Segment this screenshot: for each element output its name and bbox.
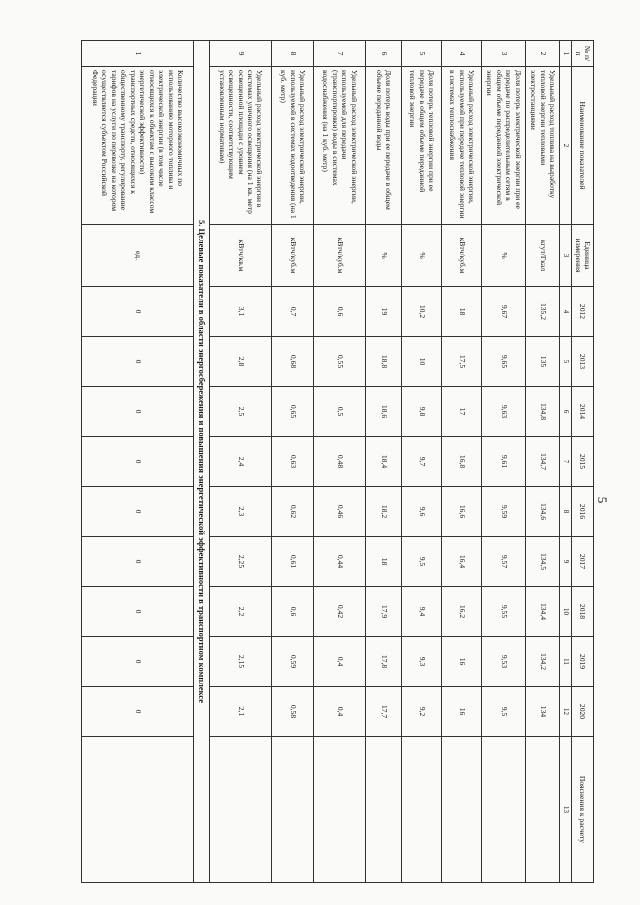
year-value: 9,63: [482, 387, 526, 437]
table-row: [366, 41, 402, 883]
table-row: [272, 41, 314, 883]
year-value: 0,68: [272, 337, 314, 387]
year-value: 0,5: [314, 387, 366, 437]
table-row: [210, 41, 272, 883]
explanation-cell: [526, 737, 560, 883]
year-value: 9,53: [482, 637, 526, 687]
table-row: [314, 41, 366, 883]
indicator-name: Удельный расход электрической энергии в системах уличного освещения (на 1 кв. метр освещенной площади с уровнем освещенности, соответствующим установленным нормативам): [210, 67, 272, 225]
year-value: 9,59: [482, 487, 526, 537]
year-value: 0: [82, 587, 194, 637]
indicators-table: [81, 40, 594, 883]
column-number-row: [560, 41, 572, 883]
year-value: 9,3: [402, 637, 442, 687]
year-value: 0,48: [314, 437, 366, 487]
indicator-unit: кВтч/куб.м: [272, 225, 314, 287]
rotated-content: [30, 40, 608, 882]
column-number: 8: [560, 487, 572, 537]
table-row: [442, 41, 482, 883]
header-year: 2016: [572, 487, 594, 537]
year-value: 0,4: [314, 637, 366, 687]
year-value: 2,5: [210, 387, 272, 437]
year-value: 18,2: [366, 487, 402, 537]
year-value: 9,8: [402, 387, 442, 437]
year-value: 0,42: [314, 587, 366, 637]
column-number: 11: [560, 637, 572, 687]
row-number: 4: [442, 41, 482, 67]
indicator-unit: %: [482, 225, 526, 287]
row-number: 2: [526, 41, 560, 67]
column-number: 4: [560, 287, 572, 337]
header-year: 2015: [572, 437, 594, 487]
column-number: 6: [560, 387, 572, 437]
year-value: 3,1: [210, 287, 272, 337]
year-value: 9,5: [402, 537, 442, 587]
year-value: 18,8: [366, 337, 402, 387]
column-number: 9: [560, 537, 572, 587]
year-value: 9,5: [482, 687, 526, 737]
year-value: 2,4: [210, 437, 272, 487]
indicator-unit: %: [402, 225, 442, 287]
year-value: 0: [82, 387, 194, 437]
header-unit: Единица измерения: [572, 225, 594, 287]
year-value: 9,4: [402, 587, 442, 637]
indicator-name: Удельный расход электрической энергии, используемой для передачи (транспортировки) воды в системах водоснабжения (на 1 куб. метр): [314, 67, 366, 225]
year-value: 18,4: [366, 437, 402, 487]
year-value: 0,7: [272, 287, 314, 337]
year-value: 134,7: [526, 437, 560, 487]
year-value: 2,3: [210, 487, 272, 537]
year-value: 17,7: [366, 687, 402, 737]
header-explain: Пояснения к расчету: [572, 737, 594, 883]
year-value: 0: [82, 537, 194, 587]
indicator-name: Удельный расход электрической энергии, используемой при передаче тепловой энергии в системах теплоснабжения: [442, 67, 482, 225]
section-title-row: [194, 41, 210, 883]
year-value: 0,55: [314, 337, 366, 387]
year-value: 9,67: [482, 287, 526, 337]
year-value: 18: [366, 537, 402, 587]
indicator-name: Удельный расход электрической энергии, используемой в системах водоотведения (на 1 куб. метр): [272, 67, 314, 225]
row-number: 7: [314, 41, 366, 67]
year-value: 0,59: [272, 637, 314, 687]
explanation-cell: [442, 737, 482, 883]
year-value: 0,58: [272, 687, 314, 737]
year-value: 9,65: [482, 337, 526, 387]
year-value: 0,6: [314, 287, 366, 337]
year-value: 0,44: [314, 537, 366, 587]
indicator-unit: %: [366, 225, 402, 287]
column-number: 3: [560, 225, 572, 287]
year-value: 2,1: [210, 687, 272, 737]
header-name: Наименование показателей: [572, 67, 594, 225]
year-value: 9,2: [402, 687, 442, 737]
explanation-cell: [272, 737, 314, 883]
year-value: 2,8: [210, 337, 272, 387]
year-value: 17,8: [366, 637, 402, 687]
header-year: 2013: [572, 337, 594, 387]
explanation-cell: [366, 737, 402, 883]
year-value: 134,2: [526, 637, 560, 687]
indicator-name: Доля потерь тепловой энергии при ее передаче в общем объеме переданной тепловой энергии: [402, 67, 442, 225]
year-value: 10: [402, 337, 442, 387]
explanation-cell: [402, 737, 442, 883]
table-row: [82, 41, 194, 883]
year-value: 9,61: [482, 437, 526, 487]
explanation-cell: [314, 737, 366, 883]
row-number: 6: [366, 41, 402, 67]
row-number: 1: [82, 41, 194, 67]
column-number: 2: [560, 67, 572, 225]
row-number: 5: [402, 41, 442, 67]
year-value: 134: [526, 687, 560, 737]
year-value: 9,55: [482, 587, 526, 637]
row-number: 8: [272, 41, 314, 67]
year-value: 17,5: [442, 337, 482, 387]
explanation-cell: [82, 737, 194, 883]
year-value: 9,6: [402, 487, 442, 537]
year-value: 16,6: [442, 487, 482, 537]
year-value: 18: [442, 287, 482, 337]
year-value: 0,65: [272, 387, 314, 437]
header-year: 2014: [572, 387, 594, 437]
indicator-name: Удельный расход топлива на выработку тепловой энергии тепловыми электростанциями: [526, 67, 560, 225]
year-value: 0,63: [272, 437, 314, 487]
year-value: 10,2: [402, 287, 442, 337]
column-number: 10: [560, 587, 572, 637]
header-row-1: [572, 41, 594, 883]
year-value: 134,6: [526, 487, 560, 537]
year-value: 9,7: [402, 437, 442, 487]
year-value: 16: [442, 637, 482, 687]
indicator-unit: кВтч/кв.м: [210, 225, 272, 287]
year-value: 18,6: [366, 387, 402, 437]
header-year: 2020: [572, 687, 594, 737]
indicator-name: Доля потерь электрической энергии при ее передаче по распределительным сетям в общем объеме переданной электрической энергии: [482, 67, 526, 225]
year-value: 17,9: [366, 587, 402, 637]
explanation-cell: [210, 737, 272, 883]
column-number: 1: [560, 41, 572, 67]
year-value: 0: [82, 487, 194, 537]
year-value: 2,25: [210, 537, 272, 587]
column-number: 7: [560, 437, 572, 487]
indicator-name: Количество высокоэкономичных по использованию моторного топлива и электрической энергии (в том числе относящихся к объектам с высоким классом энергетической эффективности) транспортных средств, относящихся к общественному транспорту, регулирование тарифов на услуги по перевозке на котором осуществляется субъектом Российской Федерации: [82, 67, 194, 225]
year-value: 19: [366, 287, 402, 337]
header-year: 2019: [572, 637, 594, 687]
year-value: 135,2: [526, 287, 560, 337]
row-number: 9: [210, 41, 272, 67]
year-value: 135: [526, 337, 560, 387]
year-value: 0,6: [272, 587, 314, 637]
indicator-unit: ед.: [82, 225, 194, 287]
table-row: [482, 41, 526, 883]
indicator-unit: кВтч/куб.м: [442, 225, 482, 287]
column-number: 13: [560, 737, 572, 883]
year-value: 0: [82, 637, 194, 687]
year-value: 16,8: [442, 437, 482, 487]
year-value: 134,4: [526, 587, 560, 637]
explanation-cell: [482, 737, 526, 883]
year-value: 0,62: [272, 487, 314, 537]
column-number: 12: [560, 687, 572, 737]
year-value: 2,2: [210, 587, 272, 637]
year-value: 0,4: [314, 687, 366, 737]
indicator-unit: кВтч/куб.м: [314, 225, 366, 287]
year-value: 16,2: [442, 587, 482, 637]
year-value: 0: [82, 687, 194, 737]
header-year: 2018: [572, 587, 594, 637]
header-num: № п/п: [572, 41, 594, 67]
header-year: 2012: [572, 287, 594, 337]
table-row: [402, 41, 442, 883]
year-value: 0,61: [272, 537, 314, 587]
year-value: 0,46: [314, 487, 366, 537]
year-value: 0: [82, 287, 194, 337]
indicator-name: Доля потерь воды при ее передаче в общем объеме переданной воды: [366, 67, 402, 225]
page-number: 5: [595, 496, 610, 504]
year-value: 16,4: [442, 537, 482, 587]
year-value: 0: [82, 337, 194, 387]
column-number: 5: [560, 337, 572, 387]
year-value: 134,8: [526, 387, 560, 437]
year-value: 17: [442, 387, 482, 437]
section-title: 5. Целевые показатели в области энергосбережения и повышения энергетической эффективности в транспортном комплексе: [194, 41, 210, 883]
year-value: 16: [442, 687, 482, 737]
year-value: 9,57: [482, 537, 526, 587]
year-value: 2,15: [210, 637, 272, 687]
header-year: 2017: [572, 537, 594, 587]
year-value: 134,5: [526, 537, 560, 587]
indicator-unit: кгут/Гкал: [526, 225, 560, 287]
row-number: 3: [482, 41, 526, 67]
year-value: 0: [82, 437, 194, 487]
table-row: [526, 41, 560, 883]
